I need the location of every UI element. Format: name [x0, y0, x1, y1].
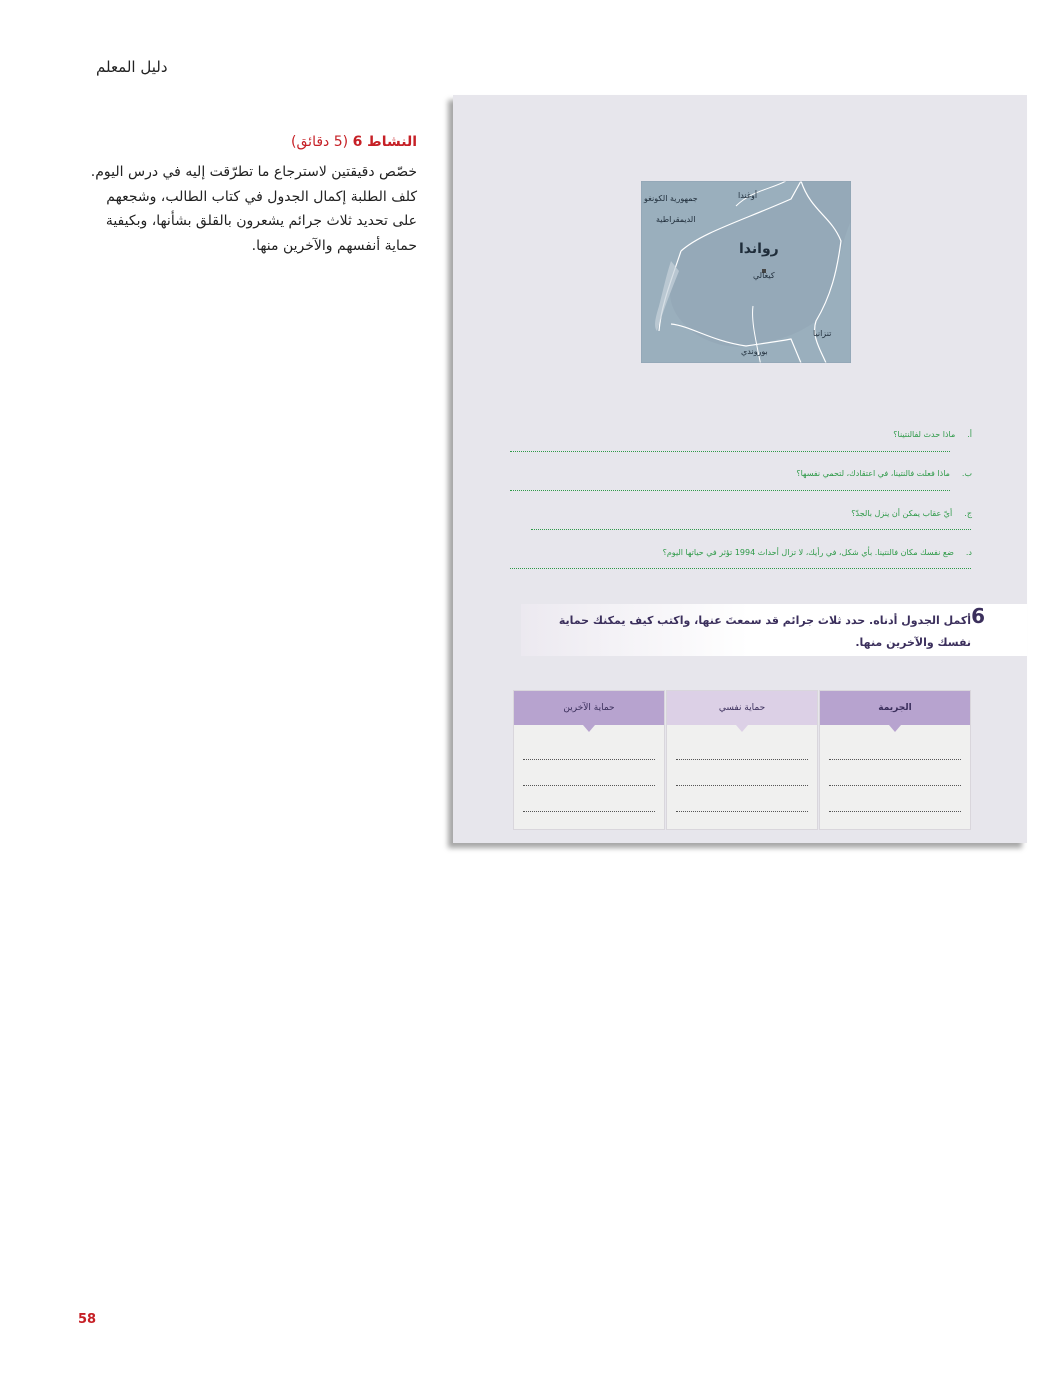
activity-title — [87, 134, 417, 150]
table-header-self-protection — [667, 691, 817, 725]
question-text: ماذا فعلت فالنتينا، في اعتقادك، لتحمي نفسها؟ — [796, 469, 950, 478]
table-cell-line[interactable] — [676, 760, 808, 786]
task-instructions: أكمل الجدول أدناه. حدد ثلاث جرائم قد سمعتَ عنها، واكتب كيف يمكنك حماية نفسك والآخرين منها. — [558, 614, 971, 649]
task-number: 6 — [971, 604, 985, 628]
answer-line-a[interactable] — [510, 451, 950, 452]
header-arrow-icon — [583, 725, 595, 732]
table-cell-line[interactable] — [676, 786, 808, 812]
question-letter: ب. — [961, 469, 972, 478]
map-label-drc: جمهورية الكونغو — [644, 194, 698, 203]
activity-section — [87, 134, 417, 258]
map-label-rwanda: رواندا — [739, 241, 779, 257]
table-header-others-protection — [514, 691, 664, 725]
page-number: 58 — [78, 1312, 97, 1327]
crime-protection-table — [510, 690, 971, 830]
activity-title-strong: النشاط 6 — [352, 134, 417, 150]
map-label-kigali: كيغالي — [753, 271, 775, 280]
map-label-tanzania: تنزانيا — [813, 329, 832, 338]
table-column-self-protection — [666, 690, 818, 830]
guide-title: دليل المعلم — [96, 58, 168, 76]
table-cell-line[interactable] — [523, 760, 655, 786]
question-letter: أ. — [967, 430, 972, 439]
table-cell-line[interactable] — [523, 734, 655, 760]
student-book-page — [453, 95, 1027, 843]
question-b — [796, 469, 972, 478]
table-header-label: حماية الآخرين — [563, 703, 615, 713]
table-header-label: حماية نفسي — [718, 703, 766, 713]
question-d — [663, 548, 972, 557]
question-text: أيّ عقاب يمكن أن ينزل بالجدّ؟ — [851, 509, 953, 518]
table-header-crime — [820, 691, 970, 725]
question-letter: د. — [965, 548, 972, 557]
map-label-drc-2: الديمقراطية — [656, 215, 696, 224]
answer-line-d[interactable] — [510, 568, 971, 569]
map-label-burundi: بوروندي — [741, 347, 768, 356]
table-header-label: الجريمة — [878, 703, 912, 713]
rwanda-map — [641, 181, 851, 363]
answer-line-c[interactable] — [531, 529, 971, 530]
question-text: ضع نفسك مكان فالنتينا. بأي شكل، في رأيك، لا تزال أحداث 1994 تؤثر في حياتها اليوم؟ — [662, 548, 954, 557]
question-c — [851, 509, 972, 518]
activity-instructions: خصّص دقيقتين لاسترجاع ما تطرّقت إليه في درس اليوم. كلف الطلبة إكمال الجدول في كتاب الطالب، وشجعهم على تحديد ثلاث جرائم يشعرون بالقلق بشأنها، وبكيفية حماية أنفسهم والآخرين منها. — [90, 164, 417, 254]
table-cell-line[interactable] — [676, 734, 808, 760]
activity-title-duration: (5 دقائق) — [291, 134, 353, 150]
table-column-others-protection — [513, 690, 665, 830]
table-cell-line[interactable] — [829, 786, 961, 812]
answer-line-b[interactable] — [510, 490, 950, 491]
header-arrow-icon — [889, 725, 901, 732]
map-label-uganda: أوغندا — [738, 191, 758, 200]
table-column-crime — [819, 690, 971, 830]
question-letter: ج. — [964, 509, 972, 518]
header-arrow-icon — [736, 725, 748, 732]
table-cell-line[interactable] — [829, 734, 961, 760]
question-a — [893, 430, 972, 439]
question-text: ماذا حدث لفالنتينا؟ — [893, 430, 956, 439]
table-cell-line[interactable] — [523, 786, 655, 812]
table-cell-line[interactable] — [829, 760, 961, 786]
